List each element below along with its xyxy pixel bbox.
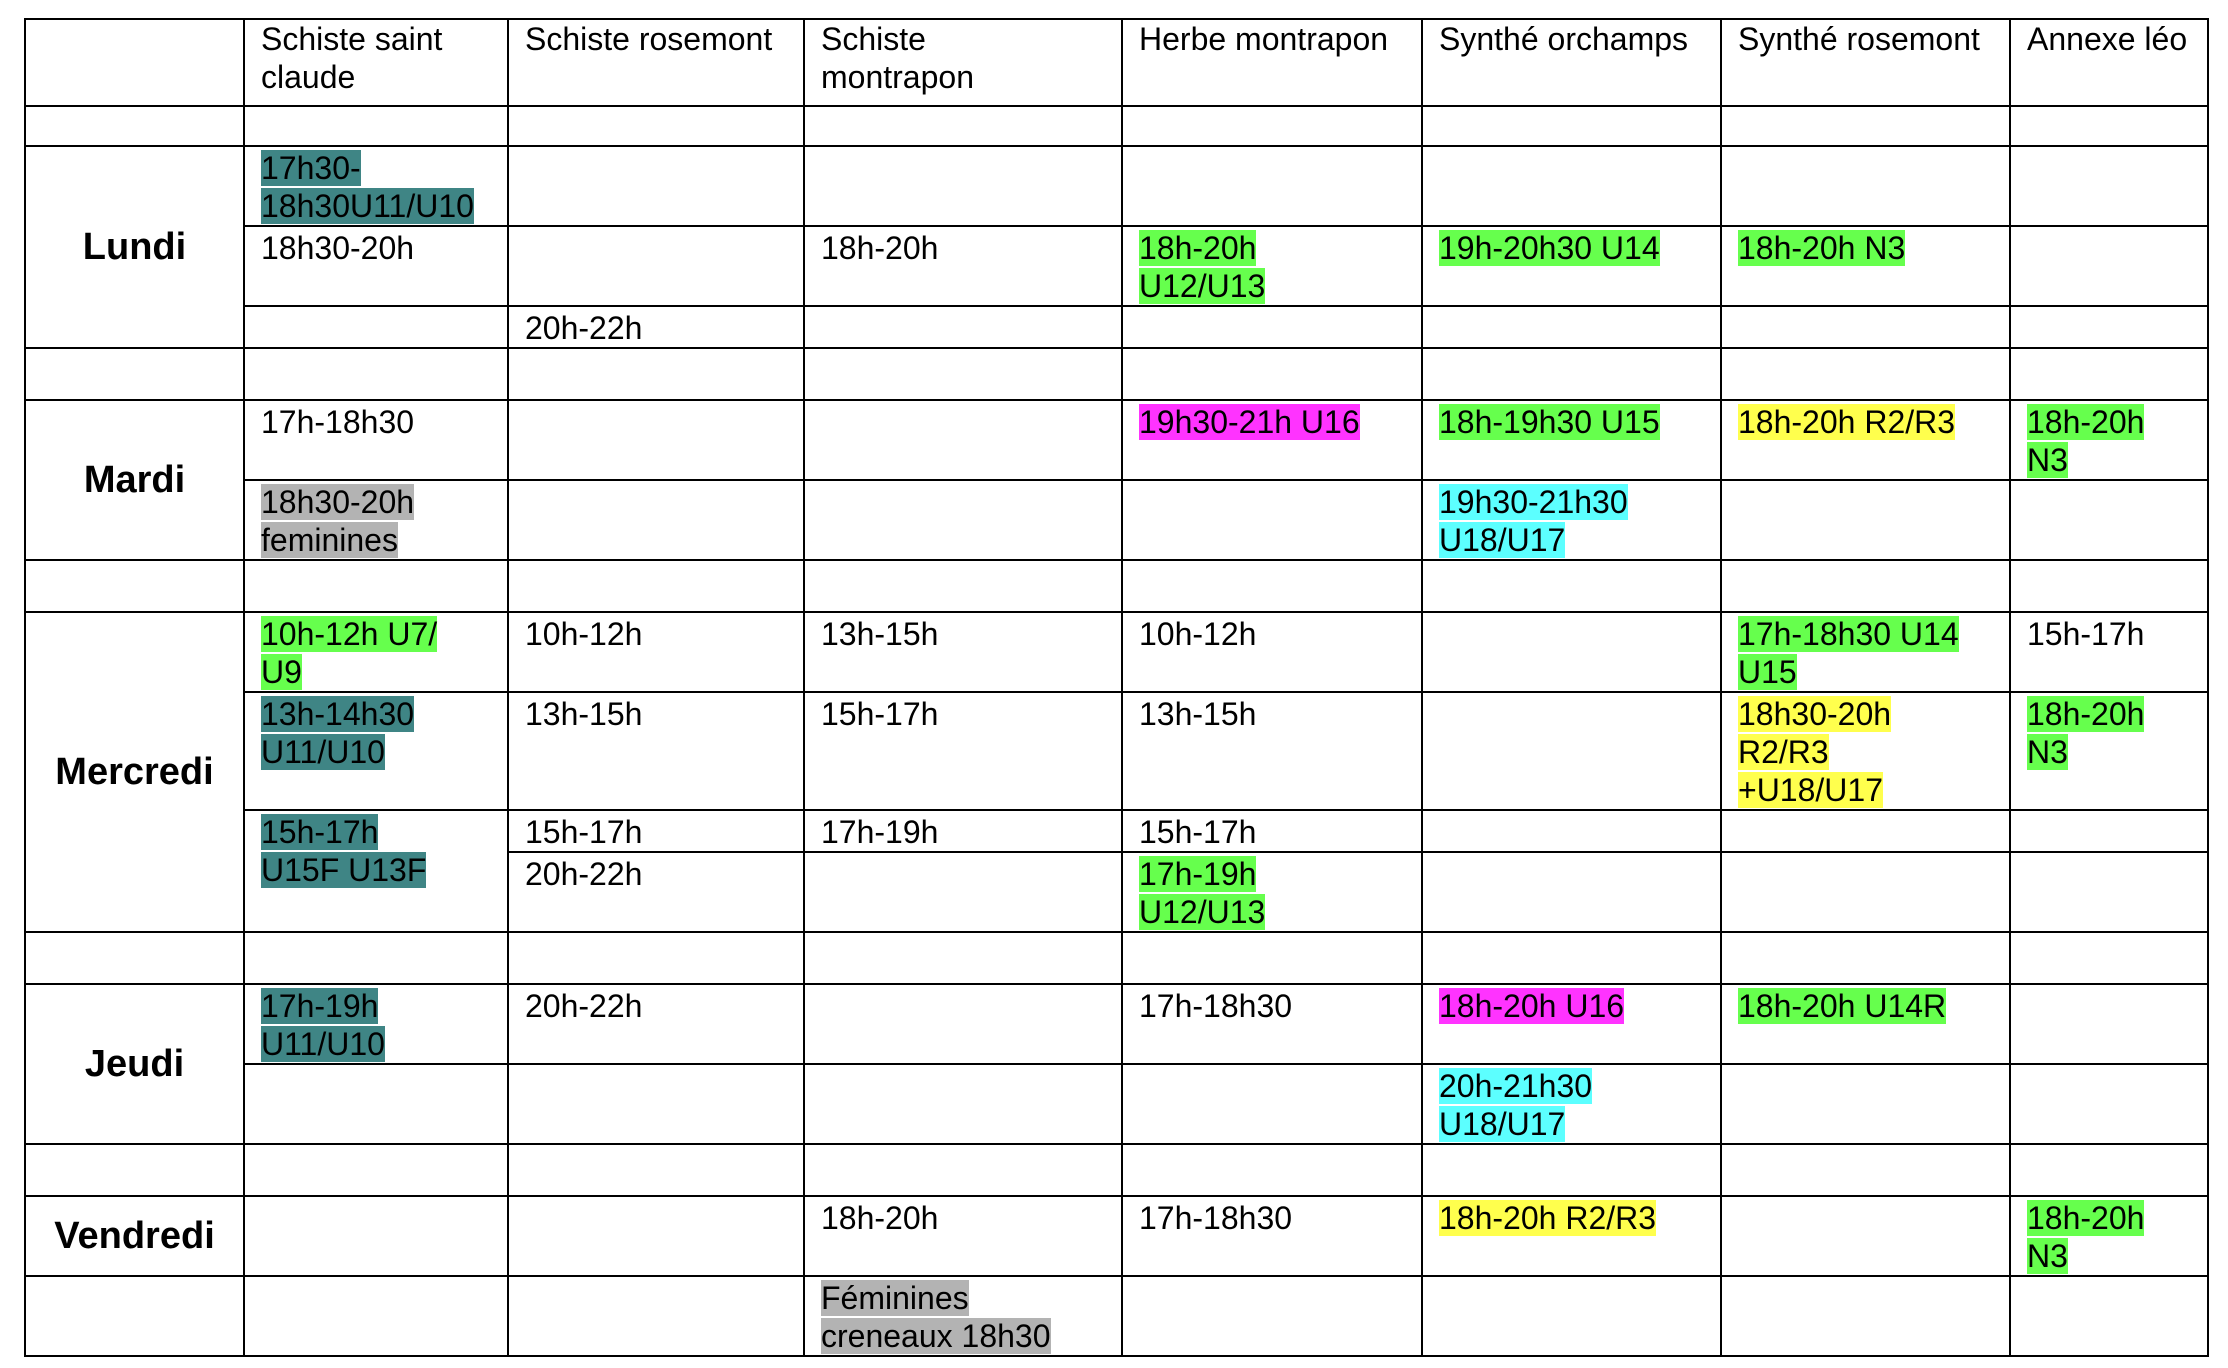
slot-cell xyxy=(1122,226,1422,306)
spacer-row xyxy=(25,560,2208,612)
slot-highlight: 18h-20h R2/R3 xyxy=(1439,1200,1657,1236)
empty-cell xyxy=(2010,106,2208,146)
empty-cell xyxy=(1422,932,1721,984)
empty-cell xyxy=(1122,1276,1422,1356)
slot-cell: 17h-18h30 xyxy=(244,400,508,480)
spacer-row xyxy=(25,348,2208,400)
jeudi-row-2 xyxy=(25,1064,2208,1144)
empty-cell xyxy=(1721,106,2010,146)
slot-cell: 17h-18h30 xyxy=(1122,984,1422,1064)
slot-cell xyxy=(244,146,508,226)
empty-cell xyxy=(2010,306,2208,348)
empty-cell xyxy=(2010,560,2208,612)
empty-cell xyxy=(2010,932,2208,984)
empty-cell xyxy=(1422,106,1721,146)
empty-cell xyxy=(2010,1144,2208,1196)
slot-highlight: 19h-20h30 U14 xyxy=(1439,230,1660,266)
slot-highlight: 17h-19h U11/U10 xyxy=(261,988,385,1062)
slot-cell: 15h-17h xyxy=(508,810,804,852)
slot-cell xyxy=(1721,984,2010,1064)
empty-cell xyxy=(508,1064,804,1144)
empty-cell xyxy=(1122,560,1422,612)
empty-cell xyxy=(1122,306,1422,348)
slot-cell xyxy=(244,612,508,692)
slot-cell xyxy=(1122,852,1422,932)
slot-highlight: 18h-20h N3 xyxy=(2027,404,2145,478)
empty-cell xyxy=(804,106,1122,146)
mercredi-row-2 xyxy=(25,692,2208,810)
empty-cell xyxy=(1422,810,1721,852)
day-label-jeudi: Jeudi xyxy=(25,984,244,1144)
empty-cell xyxy=(244,1064,508,1144)
slot-cell: 20h-22h xyxy=(508,306,804,348)
empty-cell xyxy=(1721,1064,2010,1144)
spacer-row xyxy=(25,932,2208,984)
header-venue-herbe-montrapon: Herbe montrapon xyxy=(1122,19,1422,106)
slot-cell: 18h30-20h xyxy=(244,226,508,306)
slot-highlight: 10h-12h U7/ U9 xyxy=(261,616,438,690)
empty-cell xyxy=(1422,348,1721,400)
empty-cell xyxy=(1721,1276,2010,1356)
header-venue-synthe-rosemont: Synthé rosemont xyxy=(1721,19,2010,106)
empty-cell xyxy=(508,1276,804,1356)
slot-cell xyxy=(244,692,508,810)
empty-cell xyxy=(2010,984,2208,1064)
empty-cell xyxy=(804,146,1122,226)
empty-cell xyxy=(804,932,1122,984)
empty-cell xyxy=(508,226,804,306)
slot-cell: 13h-15h xyxy=(804,612,1122,692)
empty-cell xyxy=(25,932,244,984)
lundi-row-1 xyxy=(25,146,2208,226)
slot-cell: 10h-12h xyxy=(508,612,804,692)
empty-cell xyxy=(1721,852,2010,932)
slot-cell xyxy=(244,480,508,560)
empty-cell xyxy=(25,1144,244,1196)
empty-cell xyxy=(244,306,508,348)
empty-cell xyxy=(1422,852,1721,932)
jeudi-row-1 xyxy=(25,984,2208,1064)
slot-cell xyxy=(1721,692,2010,810)
slot-highlight: 18h30-20h feminines xyxy=(261,484,415,558)
spacer-row xyxy=(25,106,2208,146)
slot-cell xyxy=(1422,984,1721,1064)
empty-cell xyxy=(804,480,1122,560)
empty-cell xyxy=(2010,480,2208,560)
empty-cell xyxy=(804,560,1122,612)
empty-cell xyxy=(1122,146,1422,226)
slot-cell xyxy=(2010,400,2208,480)
slot-highlight: 17h-19h U12/U13 xyxy=(1139,856,1266,930)
vendredi-row-2 xyxy=(25,1276,2208,1356)
slot-highlight: 20h-21h30 U18/U17 xyxy=(1439,1068,1593,1142)
empty-cell xyxy=(1721,1196,2010,1276)
empty-cell xyxy=(508,106,804,146)
header-venue-schiste-saint-claude: Schiste saint claude xyxy=(244,19,508,106)
empty-cell xyxy=(2010,226,2208,306)
slot-cell: 18h-20h xyxy=(804,1196,1122,1276)
empty-cell xyxy=(1122,1144,1422,1196)
empty-cell xyxy=(2010,1064,2208,1144)
empty-cell xyxy=(25,1276,244,1356)
slot-cell xyxy=(1422,1196,1721,1276)
empty-cell xyxy=(1721,480,2010,560)
slot-cell xyxy=(1122,400,1422,480)
slot-highlight: 18h-20h U12/U13 xyxy=(1139,230,1266,304)
empty-cell xyxy=(508,1144,804,1196)
slot-cell: 20h-22h xyxy=(508,984,804,1064)
header-venue-schiste-rosemont: Schiste rosemont xyxy=(508,19,804,106)
slot-cell xyxy=(804,1276,1122,1356)
empty-cell xyxy=(1721,1144,2010,1196)
empty-cell xyxy=(1721,348,2010,400)
slot-cell: 15h-17h xyxy=(1122,810,1422,852)
empty-cell xyxy=(1721,560,2010,612)
empty-cell xyxy=(1721,932,2010,984)
empty-cell xyxy=(1422,1144,1721,1196)
header-row xyxy=(25,19,2208,106)
slot-highlight: 15h-17h U15F U13F xyxy=(261,814,427,888)
header-venue-synthe-orchamps: Synthé orchamps xyxy=(1422,19,1721,106)
empty-cell xyxy=(1721,146,2010,226)
slot-highlight: 18h-20h N3 xyxy=(1738,230,1906,266)
empty-cell xyxy=(1422,560,1721,612)
slot-highlight: 13h-14h30 U11/U10 xyxy=(261,696,415,770)
slot-cell: 18h-20h xyxy=(804,226,1122,306)
empty-cell xyxy=(1122,348,1422,400)
empty-cell xyxy=(1721,306,2010,348)
empty-cell xyxy=(244,1144,508,1196)
vendredi-row-1 xyxy=(25,1196,2208,1276)
empty-cell xyxy=(1721,810,2010,852)
slot-cell: 13h-15h xyxy=(1122,692,1422,810)
slot-highlight: Féminines creneaux 18h30 xyxy=(821,1280,1051,1354)
slot-highlight: 18h-19h30 U15 xyxy=(1439,404,1660,440)
slot-cell xyxy=(1721,612,2010,692)
slot-cell xyxy=(1422,400,1721,480)
day-label-vendredi: Vendredi xyxy=(25,1196,244,1276)
slot-cell: 13h-15h xyxy=(508,692,804,810)
slot-cell xyxy=(1721,400,2010,480)
empty-cell xyxy=(508,560,804,612)
slot-highlight: 18h30-20h R2/R3 +U18/U17 xyxy=(1738,696,1892,808)
mardi-row-1 xyxy=(25,400,2208,480)
mercredi-row-3 xyxy=(25,810,2208,852)
slot-highlight: 18h-20h U14R xyxy=(1738,988,1947,1024)
slot-highlight: 17h30- 18h30U11/U10 xyxy=(261,150,474,224)
slot-highlight: 18h-20h R2/R3 xyxy=(1738,404,1956,440)
empty-cell xyxy=(1122,932,1422,984)
empty-cell xyxy=(244,1276,508,1356)
slot-cell xyxy=(2010,692,2208,810)
empty-cell xyxy=(804,400,1122,480)
slot-cell: 20h-22h xyxy=(508,852,804,932)
empty-cell xyxy=(1422,146,1721,226)
spacer-row xyxy=(25,1144,2208,1196)
empty-cell xyxy=(2010,852,2208,932)
empty-cell xyxy=(1122,1064,1422,1144)
header-day-cell xyxy=(25,19,244,106)
empty-cell xyxy=(2010,146,2208,226)
empty-cell xyxy=(1422,306,1721,348)
empty-cell xyxy=(508,146,804,226)
empty-cell xyxy=(508,348,804,400)
slot-cell xyxy=(1422,1064,1721,1144)
empty-cell xyxy=(2010,1276,2208,1356)
empty-cell xyxy=(244,932,508,984)
empty-cell xyxy=(804,984,1122,1064)
slot-cell xyxy=(1422,226,1721,306)
empty-cell xyxy=(804,852,1122,932)
slot-cell xyxy=(244,984,508,1064)
slot-cell xyxy=(1422,480,1721,560)
slot-highlight: 17h-18h30 U14 U15 xyxy=(1738,616,1959,690)
mercredi-row-1 xyxy=(25,612,2208,692)
slot-cell: 15h-17h xyxy=(804,692,1122,810)
empty-cell xyxy=(244,348,508,400)
mardi-row-2 xyxy=(25,480,2208,560)
slot-highlight: 18h-20h U16 xyxy=(1439,988,1625,1024)
empty-cell xyxy=(1422,612,1721,692)
empty-cell xyxy=(1122,480,1422,560)
slot-cell: 17h-19h xyxy=(804,810,1122,852)
empty-cell xyxy=(1122,106,1422,146)
empty-cell xyxy=(508,932,804,984)
empty-cell xyxy=(1422,692,1721,810)
empty-cell xyxy=(2010,810,2208,852)
empty-cell xyxy=(508,1196,804,1276)
slot-cell xyxy=(1721,226,2010,306)
lundi-row-2 xyxy=(25,226,2208,306)
header-venue-annexe-leo: Annexe léo xyxy=(2010,19,2208,106)
empty-cell xyxy=(25,560,244,612)
empty-cell xyxy=(2010,348,2208,400)
slot-cell: 15h-17h xyxy=(2010,612,2208,692)
slot-highlight: 18h-20h N3 xyxy=(2027,696,2145,770)
empty-cell xyxy=(25,348,244,400)
slot-highlight: 19h30-21h30 U18/U17 xyxy=(1439,484,1628,558)
empty-cell xyxy=(508,480,804,560)
training-schedule-table xyxy=(24,18,2209,1357)
slot-highlight: 19h30-21h U16 xyxy=(1139,404,1360,440)
empty-cell xyxy=(25,106,244,146)
empty-cell xyxy=(1422,1276,1721,1356)
empty-cell xyxy=(244,106,508,146)
empty-cell xyxy=(804,1064,1122,1144)
day-label-lundi: Lundi xyxy=(25,146,244,348)
empty-cell xyxy=(244,560,508,612)
slot-cell: 10h-12h xyxy=(1122,612,1422,692)
empty-cell xyxy=(244,1196,508,1276)
day-label-mercredi: Mercredi xyxy=(25,612,244,932)
slot-highlight: 18h-20h N3 xyxy=(2027,1200,2145,1274)
empty-cell xyxy=(508,400,804,480)
empty-cell xyxy=(804,1144,1122,1196)
empty-cell xyxy=(804,306,1122,348)
slot-cell xyxy=(2010,1196,2208,1276)
empty-cell xyxy=(804,348,1122,400)
lundi-row-3 xyxy=(25,306,2208,348)
header-venue-schiste-montrapon: Schiste montrapon xyxy=(804,19,1122,106)
slot-cell xyxy=(244,810,508,932)
slot-cell: 17h-18h30 xyxy=(1122,1196,1422,1276)
day-label-mardi: Mardi xyxy=(25,400,244,560)
